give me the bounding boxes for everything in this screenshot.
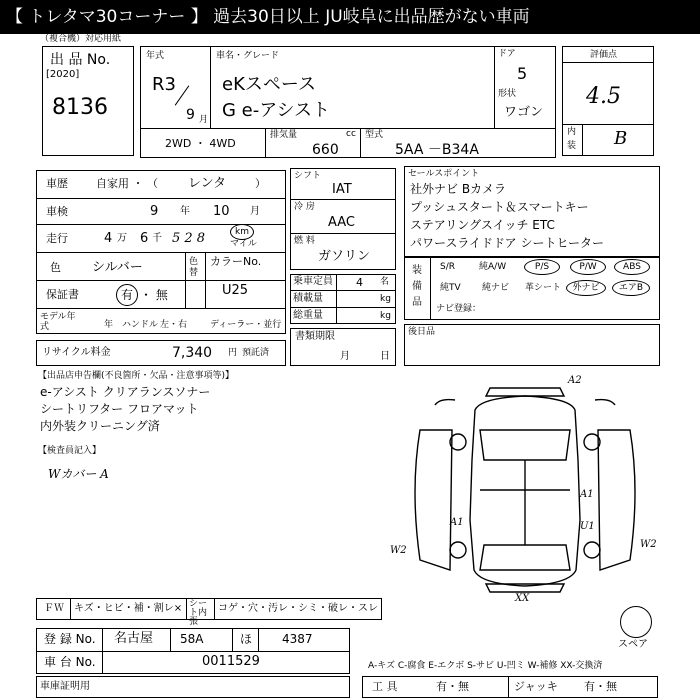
color-label: 色 xyxy=(50,261,61,274)
doors-value: 5 xyxy=(517,64,528,83)
equip-abs: ABS xyxy=(614,259,650,275)
navi-registration-label: ナビ登録： xyxy=(436,304,482,314)
displacement-unit: cc xyxy=(346,129,356,139)
seat-label: シート内張 xyxy=(189,599,208,627)
car-name: eKスペース xyxy=(222,74,316,95)
inspector-note: Wカバー A xyxy=(48,467,109,481)
history-close: ） xyxy=(255,177,266,190)
damage-mark: A2 xyxy=(568,375,582,386)
mileage-man: 4 xyxy=(104,231,113,246)
shift-value: IAT xyxy=(332,182,352,197)
score-value: 4.5 xyxy=(586,84,621,109)
equipment-label: 品 xyxy=(412,297,422,308)
sales-line: パワースライドドア シートヒーター xyxy=(410,236,605,250)
inspection-month: 10 xyxy=(213,204,230,219)
history-label: 車歴 xyxy=(46,177,68,190)
title-banner: 【 トレタマ30コーナー 】 過去30日以上 JU岐阜に出品歴がない車両 xyxy=(0,0,700,34)
sales-line: 社外ナビ Bカメラ xyxy=(410,182,507,196)
doors-label: ドア xyxy=(498,49,516,59)
fw-text: キズ・ヒビ・補・割レ× xyxy=(74,603,183,614)
score-label: 評価点 xyxy=(590,50,618,60)
model-code: 5AA －B34A xyxy=(395,142,479,158)
equipment-label: 装 xyxy=(412,265,422,276)
damage-mark: U1 xyxy=(580,521,595,532)
reg-label: 登 録 No. xyxy=(44,632,96,646)
month-unit: 月 xyxy=(250,206,260,217)
equip-airbag: エアB xyxy=(612,280,650,296)
displacement-label: 排気量 xyxy=(270,130,298,140)
after-items-box xyxy=(404,324,660,366)
recycle-label: リサイクル料金 xyxy=(42,347,111,358)
notes-label: 【出品店申告欄(不良箇所・欠品・注意事項等)】 xyxy=(38,371,235,381)
shape-label: 形状 xyxy=(498,89,517,99)
interior-label-2: 装 xyxy=(567,141,577,151)
cert-label: 車庫証明用 xyxy=(40,681,90,692)
mile-label: マイル xyxy=(230,239,257,249)
model-year-label: モデル年式 xyxy=(40,312,76,332)
equip-leather: 革シート xyxy=(525,283,562,293)
damage-mark: A1 xyxy=(580,489,594,500)
equipment-label: 備 xyxy=(412,281,422,292)
warranty-yes: 有 xyxy=(116,284,138,306)
equip-tv: 純TV xyxy=(440,283,461,293)
color-value: シルバー xyxy=(92,260,143,275)
year-month: 9 xyxy=(186,107,195,123)
docs-month-unit: 月 xyxy=(340,351,350,362)
car-grade: G e-アシスト xyxy=(222,100,330,121)
sales-line: プッシュスタート＆スマートキー xyxy=(410,200,589,214)
man-unit: 万 xyxy=(117,233,127,244)
notes-line: 内外装クリーニング済 xyxy=(40,419,160,433)
damage-mark: XX xyxy=(515,593,530,604)
year-stamp: [2020] xyxy=(46,69,80,80)
capacity-value: 4 xyxy=(356,276,363,289)
capacity-label: 乗車定員 xyxy=(293,276,333,287)
warranty-no: ・ 無 xyxy=(140,288,168,302)
mileage-label: 走行 xyxy=(46,232,68,245)
docs-day-unit: 日 xyxy=(380,351,390,362)
history-options: 自家用 ・ （ xyxy=(96,177,158,190)
color-change: 色替 xyxy=(189,257,199,278)
inspection-year: 9 xyxy=(150,204,159,219)
handle-label: ハンドル xyxy=(122,320,159,330)
equip-alloy: 純A/W xyxy=(479,262,507,272)
year-era: R3 xyxy=(152,74,176,95)
fuel-value: ガソリン xyxy=(318,249,371,264)
lot-number: 8136 xyxy=(52,95,108,120)
interior-label-1: 内 xyxy=(567,127,577,137)
color-no-value: U25 xyxy=(222,283,249,298)
model-year-unit: 年 xyxy=(104,320,114,330)
chassis-label: 車 台 No. xyxy=(44,655,96,669)
year-month-unit: 月 xyxy=(199,115,209,125)
notes-line: e-アシスト クリアランスソナー xyxy=(40,385,211,399)
docs-label: 書類期限 xyxy=(295,331,335,342)
chassis-number: 0011529 xyxy=(202,654,260,669)
car-damage-diagram xyxy=(380,370,670,610)
year-label: 年式 xyxy=(146,51,165,61)
capacity-unit: 名 xyxy=(380,277,390,287)
reg-number: 4387 xyxy=(282,632,313,646)
jack-value: 有・無 xyxy=(584,680,617,693)
inspector-label: 【検査員記入】 xyxy=(38,446,102,456)
tools-value: 有・無 xyxy=(436,680,469,693)
displacement-value: 660 xyxy=(312,142,339,158)
ac-label: 冷 房 xyxy=(294,202,315,212)
tools-label: 工 具 xyxy=(372,680,398,693)
color-no-label: カラーNo. xyxy=(210,255,262,268)
reg-class: 58A xyxy=(180,632,204,646)
inspection-label: 車検 xyxy=(46,205,68,218)
damage-mark: W2 xyxy=(640,539,657,550)
load-label: 積載量 xyxy=(293,293,323,304)
interior-value: B xyxy=(614,128,628,149)
lot-label: 出 品 No. xyxy=(50,52,111,68)
drive-type: 2WD ・ 4WD xyxy=(165,137,236,150)
model-label: 型式 xyxy=(365,130,384,140)
km-circled: km xyxy=(230,224,254,240)
equip-power-steering: P/S xyxy=(524,259,560,275)
after-items-label: 後日品 xyxy=(408,327,436,337)
fw-label: ＦＷ xyxy=(44,603,64,614)
sales-label: セールスポイント xyxy=(408,169,480,179)
jack-label: ジャッキ xyxy=(514,680,558,693)
name-label: 車名・グレード xyxy=(216,51,280,61)
equip-aftermarket-navi: 外ナビ xyxy=(566,280,606,296)
equip-navi: 純ナビ xyxy=(482,283,510,293)
spare-tire-icon xyxy=(620,606,652,638)
damage-mark: A1 xyxy=(450,517,464,528)
notes-line: シートリフター フロアマット xyxy=(40,402,199,416)
handle-options: 左・右 xyxy=(160,320,188,330)
fuel-label: 燃 料 xyxy=(294,236,315,246)
gross-unit: kg xyxy=(380,311,391,321)
form-subtitle: （複合機）対応用紙 xyxy=(40,34,122,44)
damage-legend: A-キズ C-腐食 E-エクボ S-サビ U-凹ミ W-補修 XX-交換済 xyxy=(368,661,603,671)
recycle-value: 7,340 xyxy=(172,345,213,361)
history-value: レンタ xyxy=(188,176,227,191)
damage-mark: W2 xyxy=(390,545,407,556)
shape-value: ワゴン xyxy=(504,105,544,120)
ac-value: AAC xyxy=(328,215,355,230)
shift-label: シフト xyxy=(294,171,322,181)
reg-kana: ほ xyxy=(240,632,253,646)
gross-label: 総重量 xyxy=(293,310,323,321)
reg-city: 名古屋 xyxy=(114,631,154,646)
load-unit: kg xyxy=(380,294,391,304)
seat-text: コゲ・穴・汚レ・シミ・破レ・スレ xyxy=(218,603,378,614)
import-label: ディーラー・並行 xyxy=(210,320,282,330)
recycle-status: 預託済 xyxy=(242,348,270,358)
spare-label: スペア xyxy=(618,639,648,650)
equip-sunroof: S/R xyxy=(440,262,455,272)
recycle-unit: 円 xyxy=(228,348,238,358)
warranty-label: 保証書 xyxy=(46,288,79,301)
sales-line: ステアリングスイッチ ETC xyxy=(410,218,555,232)
equip-power-window: P/W xyxy=(570,259,606,275)
mileage-rest: 5 2 8 xyxy=(172,231,206,246)
sen-unit: 千 xyxy=(152,233,162,244)
mileage-sen: 6 xyxy=(140,231,149,246)
year-unit: 年 xyxy=(180,206,190,217)
